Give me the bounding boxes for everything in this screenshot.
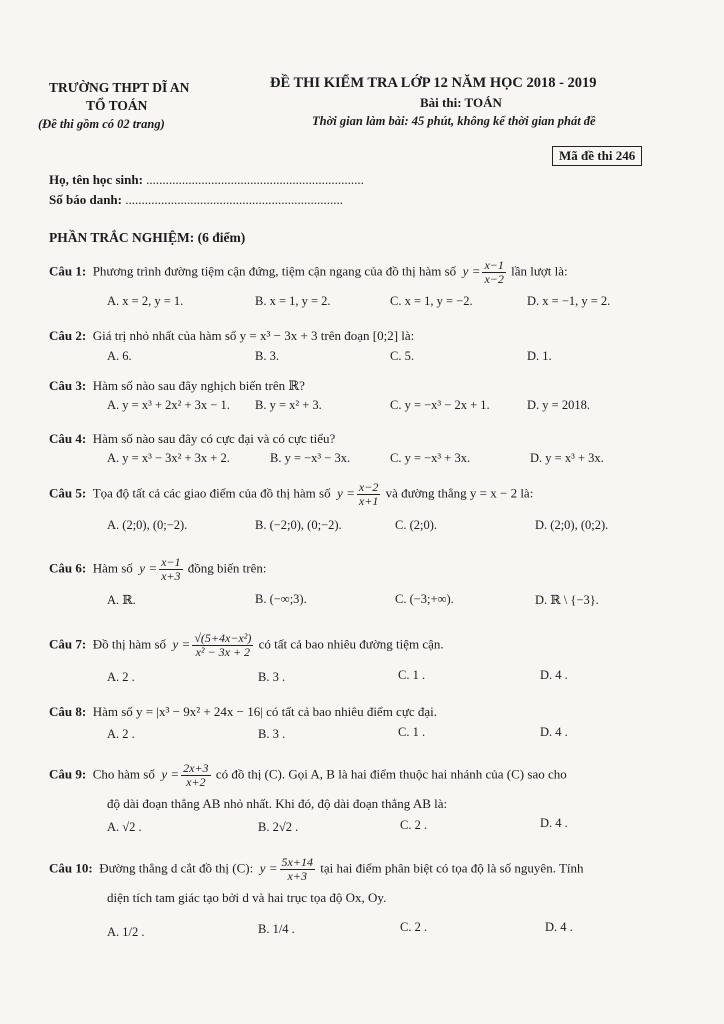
fraction-numerator: x−1 — [484, 258, 504, 272]
subject: Bài thi: TOÁN — [420, 95, 502, 110]
question-8 — [49, 704, 437, 720]
question-5 — [49, 481, 533, 508]
student-name-row — [49, 172, 364, 188]
question-text-after: có đồ thị (C). Gọi A, B là hai điểm thuộc hai nhánh của (C) sao cho — [215, 766, 567, 782]
option-d[interactable]: D. 4 . — [540, 725, 568, 739]
option-b[interactable]: B. (−∞;3). — [255, 592, 307, 606]
question-label: Câu 4: — [49, 431, 87, 446]
question-text-after: và đường thẳng y = x − 2 là: — [385, 485, 534, 501]
question-text: Hàm số — [92, 560, 133, 576]
time-note: Thời gian làm bài: 45 phút, không kể thời gian phát đề — [312, 114, 596, 128]
option-c[interactable]: C. 2 . — [400, 920, 428, 934]
option-a[interactable]: A. 2 . — [107, 670, 135, 684]
question-2 — [49, 328, 414, 344]
question-1 — [49, 259, 568, 286]
option-c[interactable]: C. y = −x³ − 2x + 1. — [390, 398, 490, 412]
question-text: Phương trình đường tiệm cận đứng, tiệm cận ngang của đồ thị hàm số — [92, 263, 457, 279]
option-a[interactable]: A. 6. — [107, 349, 132, 363]
option-b[interactable]: B. 1/4 . — [258, 922, 295, 936]
option-c[interactable]: C. 1 . — [398, 668, 426, 682]
expr-prefix: y = — [139, 560, 158, 576]
fraction-denominator: x+2 — [186, 775, 206, 789]
option-c[interactable]: C. (−3;+∞). — [395, 592, 454, 606]
fraction — [280, 856, 315, 883]
option-c[interactable]: C. x = 1, y = −2. — [390, 294, 473, 308]
question-label: Câu 3: — [49, 378, 87, 393]
option-d[interactable]: D. 4 . — [540, 816, 568, 830]
option-d[interactable]: D. 4 . — [540, 668, 568, 682]
fraction-denominator: x−2 — [484, 272, 504, 286]
expr-prefix: y = — [337, 485, 355, 501]
fraction — [482, 259, 505, 286]
question-text: Giá trị nhỏ nhất của hàm số y = x³ − 3x + 3 trên đoạn [0;2] là: — [92, 328, 415, 343]
option-d[interactable]: D. x = −1, y = 2. — [527, 294, 611, 308]
option-c[interactable]: C. 1 . — [398, 725, 426, 739]
option-c[interactable]: C. (2;0). — [395, 518, 438, 532]
question-text: Hàm số nào sau đây nghịch biến trên ℝ? — [92, 378, 305, 393]
question-text: Cho hàm số — [92, 766, 155, 782]
fraction-denominator: x+3 — [287, 869, 307, 883]
expr-prefix: y = — [161, 766, 180, 782]
question-text-after: đồng biến trên: — [187, 560, 267, 576]
option-a[interactable]: A. ℝ. — [107, 593, 136, 607]
fraction-numerator: x−2 — [358, 480, 379, 494]
option-a[interactable]: A. √2 . — [107, 820, 142, 834]
option-b[interactable]: B. 3. — [255, 349, 279, 363]
pages-note: (Đề thi gồm có 02 trang) — [38, 117, 165, 131]
fraction-numerator: x−1 — [161, 555, 181, 569]
option-b[interactable]: B. 3 . — [258, 670, 286, 684]
option-d[interactable]: D. 4 . — [545, 920, 573, 934]
student-id-label: Số báo danh: — [49, 192, 122, 207]
school-name: TRƯỜNG THPT DĨ AN — [49, 80, 190, 95]
option-d[interactable]: D. (2;0), (0;2). — [535, 518, 609, 532]
expr-prefix: y = — [462, 263, 481, 279]
question-text: Hàm số y = |x³ − 9x² + 24x − 16| có tất cả bao nhiêu điểm cực đại. — [92, 704, 438, 719]
question-text: Tọa độ tất cả các giao điểm của đồ thị hàm số — [92, 485, 331, 501]
question-text: Đồ thị hàm số — [92, 636, 167, 652]
fraction-denominator: x² − 3x + 2 — [195, 645, 251, 659]
expr-prefix: y = — [259, 860, 278, 876]
exam-code-box: Mã đề thi 246 — [552, 146, 642, 166]
question-7 — [49, 632, 444, 659]
option-a[interactable]: A. (2;0), (0;−2). — [107, 518, 188, 532]
option-b[interactable]: B. 2√2 . — [258, 820, 299, 834]
student-name-dots[interactable]: ................................................................... — [146, 172, 364, 187]
student-id-row — [49, 192, 343, 208]
question-label: Câu 10: — [49, 860, 93, 876]
question-label: Câu 6: — [49, 560, 87, 576]
question-10-line-2: diện tích tam giác tạo bởi d và hai trục tọa độ Ox, Oy. — [107, 890, 387, 905]
section-title: PHẦN TRẮC NGHIỆM: (6 điểm) — [49, 230, 246, 245]
option-d[interactable]: D. y = 2018. — [527, 398, 590, 412]
question-4 — [49, 431, 335, 447]
option-c[interactable]: C. 5. — [390, 349, 414, 363]
question-label: Câu 7: — [49, 636, 87, 652]
fraction-numerator: √(5+4x−x²) — [194, 631, 252, 645]
fraction-numerator: 2x+3 — [183, 761, 209, 775]
question-9 — [49, 762, 567, 789]
question-text: Hàm số nào sau đây có cực đại và có cực tiểu? — [92, 431, 336, 446]
question-6 — [49, 556, 267, 583]
option-b[interactable]: B. 3 . — [258, 727, 286, 741]
department-name: TỔ TOÁN — [86, 98, 148, 113]
question-label: Câu 5: — [49, 485, 87, 501]
fraction-numerator: 5x+14 — [281, 855, 313, 869]
question-text-after: tại hai điểm phân biệt có tọa độ là số nguyên. Tính — [320, 860, 584, 876]
option-d[interactable]: D. ℝ \ {−3}. — [535, 593, 599, 607]
fraction — [192, 632, 253, 659]
expr-prefix: y = — [172, 636, 191, 652]
question-label: Câu 9: — [49, 766, 87, 782]
question-3 — [49, 378, 305, 394]
question-10 — [49, 856, 584, 883]
option-a[interactable]: A. y = x³ − 3x² + 3x + 2. — [107, 451, 230, 465]
option-c[interactable]: C. 2 . — [400, 818, 428, 832]
question-text-after: lần lượt là: — [511, 263, 568, 279]
question-label: Câu 1: — [49, 263, 87, 279]
student-name-label: Họ, tên học sinh: — [49, 172, 143, 187]
fraction — [357, 481, 380, 508]
question-label: Câu 8: — [49, 704, 87, 719]
option-a[interactable]: A. 2 . — [107, 727, 135, 741]
option-c[interactable]: C. y = −x³ + 3x. — [390, 451, 471, 465]
option-b[interactable]: B. x = 1, y = 2. — [255, 294, 331, 308]
option-a[interactable]: A. x = 2, y = 1. — [107, 294, 184, 308]
option-a[interactable]: A. y = x³ + 2x² + 3x − 1. — [107, 398, 230, 412]
fraction-denominator: x+1 — [358, 494, 379, 508]
fraction — [181, 762, 210, 789]
option-b[interactable]: B. y = x² + 3. — [255, 398, 322, 412]
exam-title: ĐỀ THI KIỂM TRA LỚP 12 NĂM HỌC 2018 - 2019 — [270, 75, 597, 91]
option-d[interactable]: D. y = x³ + 3x. — [530, 451, 604, 465]
question-9-line-2: độ dài đoạn thẳng AB nhỏ nhất. Khi đó, độ dài đoạn thẳng AB là: — [107, 796, 448, 811]
option-a[interactable]: A. 1/2 . — [107, 925, 145, 939]
question-label: Câu 2: — [49, 328, 87, 343]
option-b[interactable]: B. (−2;0), (0;−2). — [255, 518, 342, 532]
option-b[interactable]: B. y = −x³ − 3x. — [270, 451, 351, 465]
option-d[interactable]: D. 1. — [527, 349, 552, 363]
student-id-dots[interactable]: ................................................................... — [125, 192, 343, 207]
question-text-after: có tất cả bao nhiêu đường tiệm cận. — [258, 636, 444, 652]
question-text: Đường thẳng d cắt đồ thị (C): — [99, 860, 254, 876]
fraction-denominator: x+3 — [161, 569, 181, 583]
fraction — [159, 556, 182, 583]
